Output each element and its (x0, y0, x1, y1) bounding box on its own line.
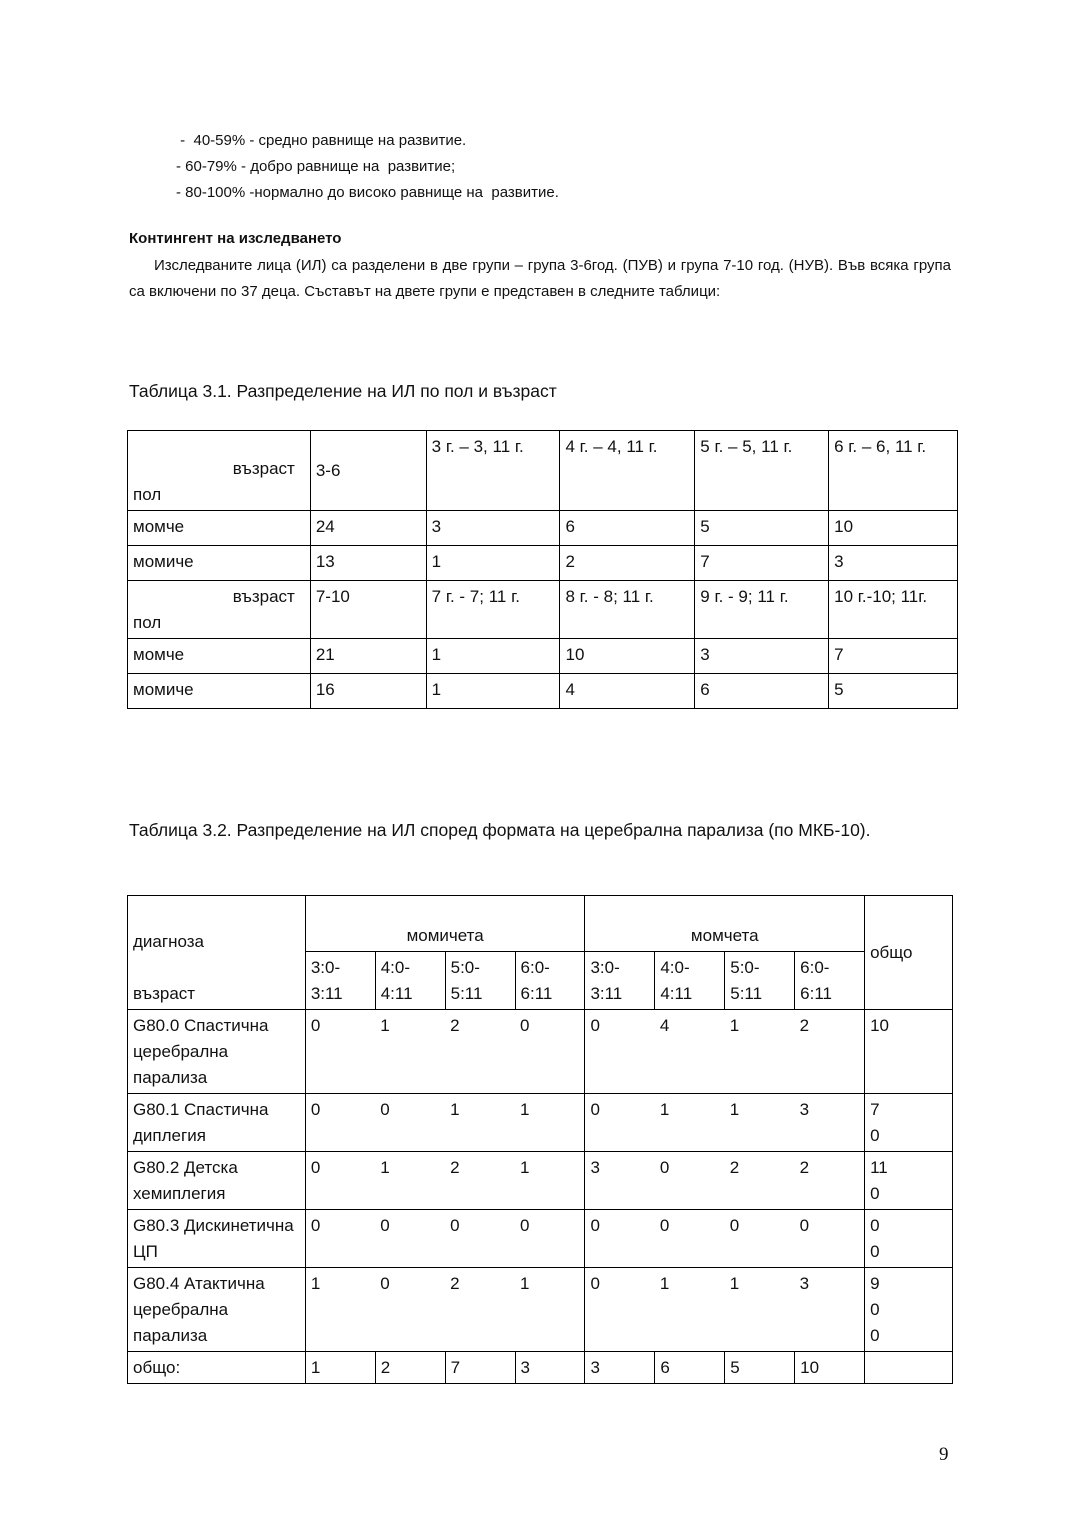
age-col-header: 6:0-6:11 (515, 952, 585, 1010)
table1-diag-cell (128, 581, 311, 639)
cell-value: 3 (426, 511, 560, 546)
age-col-header: 9 г. - 9; 11 г. (695, 581, 829, 639)
table-diagnosis (127, 895, 953, 1384)
row-total: 10 (865, 1010, 953, 1094)
boys-value: 1 (655, 1094, 725, 1152)
footer-value: 2 (375, 1352, 445, 1384)
boys-value: 0 (585, 1010, 655, 1094)
girls-value: 1 (515, 1268, 585, 1352)
cell-value: 7 (829, 639, 958, 674)
section-heading: Контингент на изследването (129, 230, 342, 247)
footer-value: 5 (725, 1352, 795, 1384)
row-total: 7 0 (865, 1094, 953, 1152)
bullet-1: - 40-59% - средно равнище на развитие. (176, 132, 467, 149)
boys-value: 1 (725, 1010, 795, 1094)
table-age-sex (127, 430, 958, 709)
girls-value: 2 (445, 1152, 515, 1210)
boys-value: 0 (795, 1210, 865, 1268)
total-header: общо (865, 896, 953, 1010)
diagnosis-cell: G80.2 Детска хемиплегия (128, 1152, 306, 1210)
bullet-3: - 80-100% -нормално до високо равнище на развитие. (176, 184, 559, 201)
footer-value: 7 (445, 1352, 515, 1384)
table1-header-row-2 (128, 581, 958, 639)
age-range-cell: 3-6 (310, 431, 426, 511)
row-total: 24 (310, 511, 426, 546)
girls-value: 0 (375, 1094, 445, 1152)
girls-value: 0 (375, 1268, 445, 1352)
sex-label: пол (133, 613, 162, 632)
table-row (128, 1210, 953, 1268)
girls-value: 0 (515, 1210, 585, 1268)
girls-value: 1 (305, 1268, 375, 1352)
age-col-header: 8 г. - 8; 11 г. (560, 581, 695, 639)
table1-header-row-1 (128, 431, 958, 511)
boys-value: 1 (725, 1094, 795, 1152)
diagnosis-cell: G80.3 Дискинетична ЦП (128, 1210, 306, 1268)
diagnosis-cell: G80.4 Атактична церебрална парализа (128, 1268, 306, 1352)
girls-value: 1 (445, 1094, 515, 1152)
age-col-header: 6 г. – 6, 11 г. (829, 431, 958, 511)
boys-value: 2 (725, 1152, 795, 1210)
cell-value: 6 (560, 511, 695, 546)
row-label: момиче (128, 674, 311, 709)
age-range-cell: 7-10 (310, 581, 426, 639)
row-total: 9 0 0 (865, 1268, 953, 1352)
cell-value: 4 (560, 674, 695, 709)
diag-label: диагноза (133, 932, 204, 951)
girls-value: 1 (515, 1094, 585, 1152)
table1-diag-cell (128, 431, 311, 511)
cell-value: 10 (560, 639, 695, 674)
cell-value: 3 (829, 546, 958, 581)
page-number: 9 (939, 1444, 949, 1465)
age-col-header: 10 г.-10; 11г. (829, 581, 958, 639)
girls-header: момичета (305, 896, 585, 952)
table-row (128, 1268, 953, 1352)
sex-label: пол (133, 485, 162, 504)
row-label: момче (128, 639, 311, 674)
boys-value: 0 (585, 1268, 655, 1352)
footer-value: 1 (305, 1352, 375, 1384)
girls-value: 2 (445, 1268, 515, 1352)
table2-diag-cell (128, 896, 306, 1010)
boys-value: 3 (585, 1152, 655, 1210)
table-row (128, 1010, 953, 1094)
section-paragraph: Изследваните лица (ИЛ) са разделени в две групи – група 3-6год. (ПУВ) и група 7-10 год. (НУВ). Във всяка група са включени по 37 деца. Съставът на двете групи е представен в следните таблици: (129, 257, 951, 300)
cell-value: 1 (426, 639, 560, 674)
boys-value: 2 (795, 1152, 865, 1210)
cell-value: 5 (829, 674, 958, 709)
table-footer-row (128, 1352, 953, 1384)
table-row (128, 1152, 953, 1210)
table2-header-row-1 (128, 896, 953, 952)
row-total: 0 0 (865, 1210, 953, 1268)
table-row (128, 511, 958, 546)
age-col-header: 3:0-3:11 (585, 952, 655, 1010)
age-col-header: 3 г. – 3, 11 г. (426, 431, 560, 511)
footer-total (865, 1352, 953, 1384)
boys-value: 0 (655, 1152, 725, 1210)
boys-value: 1 (655, 1268, 725, 1352)
cell-value: 2 (560, 546, 695, 581)
footer-value: 3 (515, 1352, 585, 1384)
girls-value: 0 (305, 1210, 375, 1268)
row-total: 11 0 (865, 1152, 953, 1210)
table1-caption: Таблица 3.1. Разпределение на ИЛ по пол и възраст (129, 381, 557, 401)
row-label: момиче (128, 546, 311, 581)
age-col-header: 3:0-3:11 (305, 952, 375, 1010)
table-row (128, 1094, 953, 1152)
boys-value: 0 (585, 1094, 655, 1152)
cell-value: 1 (426, 546, 560, 581)
girls-value: 0 (305, 1094, 375, 1152)
diagnosis-cell: G80.0 Спастична церебрална парализа (128, 1010, 306, 1094)
age-col-header: 6:0-6:11 (795, 952, 865, 1010)
boys-value: 2 (795, 1010, 865, 1094)
girls-value: 0 (515, 1010, 585, 1094)
bullet-2: - 60-79% - добро равнище на развитие; (176, 158, 456, 175)
boys-value: 0 (585, 1210, 655, 1268)
age-col-header: 4:0-4:11 (375, 952, 445, 1010)
footer-value: 6 (655, 1352, 725, 1384)
cell-value: 1 (426, 674, 560, 709)
cell-value: 7 (695, 546, 829, 581)
girls-value: 0 (445, 1210, 515, 1268)
girls-value: 1 (515, 1152, 585, 1210)
girls-value: 1 (375, 1010, 445, 1094)
cell-value: 3 (695, 639, 829, 674)
girls-value: 1 (375, 1152, 445, 1210)
boys-value: 0 (725, 1210, 795, 1268)
age-col-header: 4 г. – 4, 11 г. (560, 431, 695, 511)
age-col-header: 4:0-4:11 (655, 952, 725, 1010)
footer-value: 10 (795, 1352, 865, 1384)
age-col-header: 5:0-5:11 (725, 952, 795, 1010)
girls-value: 0 (305, 1152, 375, 1210)
girls-value: 0 (305, 1010, 375, 1094)
age-col-header: 7 г. - 7; 11 г. (426, 581, 560, 639)
table-row (128, 674, 958, 709)
footer-value: 3 (585, 1352, 655, 1384)
age-col-header: 5:0-5:11 (445, 952, 515, 1010)
age-label: възраст (232, 459, 295, 478)
table2-caption: Таблица 3.2. Разпределение на ИЛ според формата на церебрална парализа (по МКБ-10). (129, 820, 871, 840)
table-row (128, 546, 958, 581)
row-label: момче (128, 511, 311, 546)
diagnosis-cell: G80.1 Спастична диплегия (128, 1094, 306, 1152)
boys-header: момчета (585, 896, 865, 952)
age-label: възраст (133, 984, 196, 1003)
cell-value: 6 (695, 674, 829, 709)
boys-value: 1 (725, 1268, 795, 1352)
age-label: възраст (232, 587, 295, 606)
row-total: 21 (310, 639, 426, 674)
footer-label: общо: (128, 1352, 306, 1384)
boys-value: 4 (655, 1010, 725, 1094)
cell-value: 5 (695, 511, 829, 546)
boys-value: 3 (795, 1094, 865, 1152)
row-total: 16 (310, 674, 426, 709)
boys-value: 0 (655, 1210, 725, 1268)
cell-value: 10 (829, 511, 958, 546)
boys-value: 3 (795, 1268, 865, 1352)
row-total: 13 (310, 546, 426, 581)
girls-value: 0 (375, 1210, 445, 1268)
age-col-header: 5 г. – 5, 11 г. (695, 431, 829, 511)
diag-spacer (133, 955, 300, 981)
girls-value: 2 (445, 1010, 515, 1094)
table-row (128, 639, 958, 674)
